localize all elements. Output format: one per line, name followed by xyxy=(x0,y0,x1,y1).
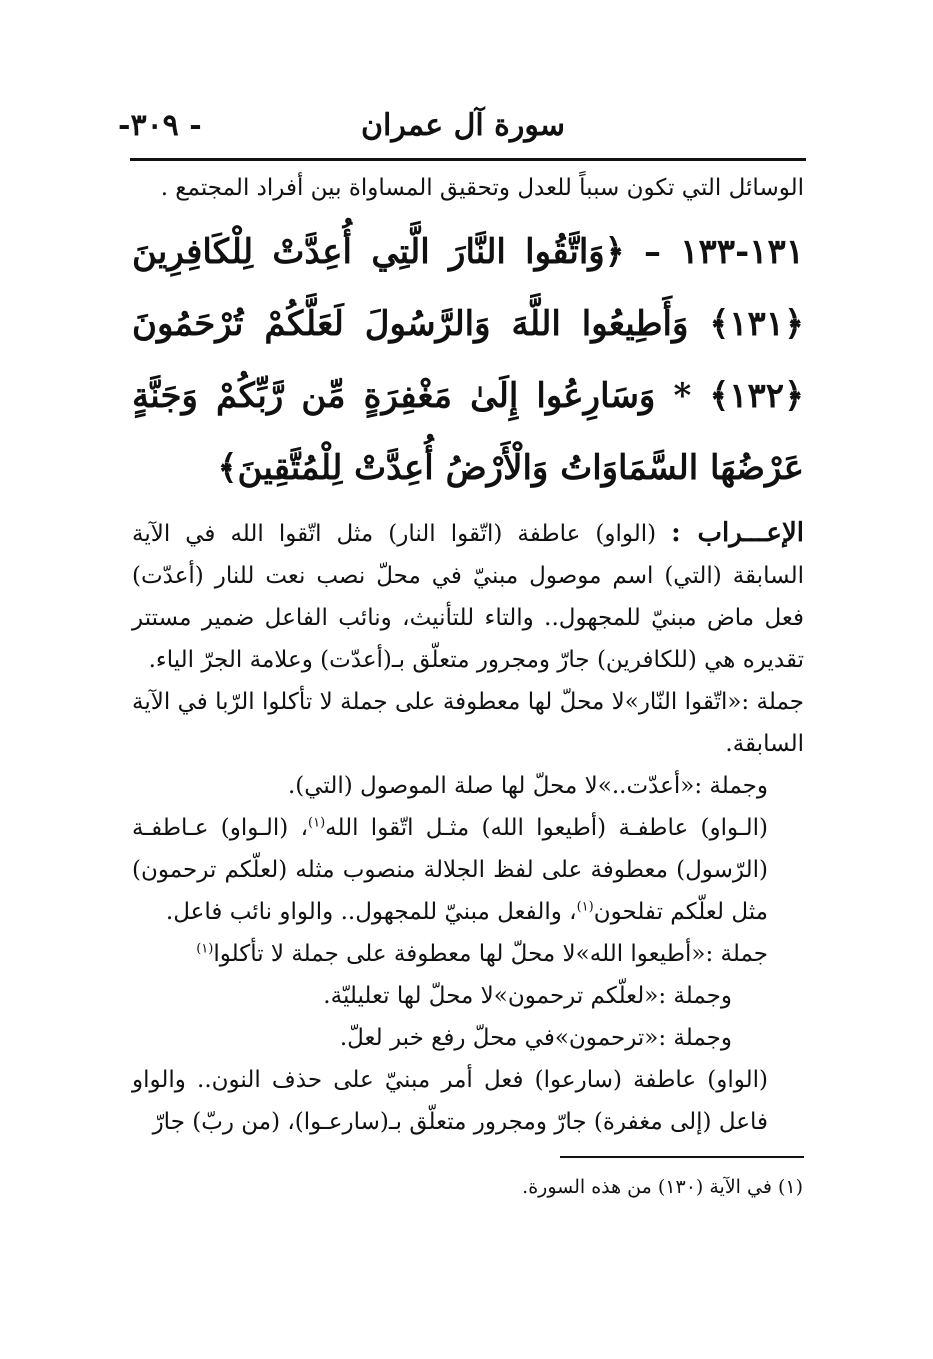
irab-paragraph xyxy=(132,512,804,681)
waw-paragraph xyxy=(132,807,804,933)
footnote-ref: (١) xyxy=(196,941,214,957)
waw-text-a: (الـواو) عاطفـة (أطيعوا الله) مثـل اتّقوا الله xyxy=(325,815,768,841)
footnote-ref: (١) xyxy=(576,899,594,915)
sentence-analysis-2: وجملة :«أعدّت..»لا محلّ لها صلة الموصول (التي). xyxy=(287,773,768,799)
quran-verse xyxy=(132,216,804,504)
sentence-analysis-1: جملة :«اتّقوا النّار»لا محلّ لها معطوفة على جملة لا تأكلوا الرّبا في الآية السابقة. xyxy=(132,689,804,757)
irab-text: (الواو) عاطفة (اتّقوا النار) مثل اتّقوا الله في الآية السابقة (التي) اسم موصول مبنيّ في محلّ نصب نعت للنار (أعدّت) فعل ماض مبنيّ للمجهول.. والتاء للتأنيث، ونائب الفاعل ضمير مستتر تقديره هي (للكافرين) جارّ ومجرور متعلّق بـ(أعدّت) وعلامة الجرّ الياء. xyxy=(132,521,804,673)
surah-title: سورة آل عمران xyxy=(360,108,566,143)
footnote-ref: (١) xyxy=(308,815,326,831)
page-header xyxy=(118,108,808,152)
main-text xyxy=(132,166,804,1143)
verse-text: ﴿وَاتَّقُوا النَّارَ الَّتِي أُعِدَّتْ لِلْكَافِرِينَ ﴿١٣١﴾ وَأَطِيعُوا اللَّهَ وَالرَّسُولَ لَعَلَّكُمْ تُرْحَمُونَ ﴿١٣٢﴾ * وَسَارِعُوا إِلَىٰ مَغْفِرَةٍ مِّن رَّبِّكُمْ وَجَنَّةٍ عَرْضُهَا السَّمَاوَاتُ وَالْأَرْضُ أُعِدَّتْ لِلْمُتَّقِينَ﴾ xyxy=(132,232,804,488)
waw-text-c: ، والفعل مبنيّ للمجهول.. والواو نائب فاعل. xyxy=(165,899,577,925)
header-divider xyxy=(130,158,806,161)
page-number: -٣٠٩ - xyxy=(118,108,202,143)
footnote-divider xyxy=(560,1156,804,1158)
waw-text-b: ، (الـواو) عـاطفـة (الرّسول) معطوفة على لفظ الجلالة منصوب مثله (لعلّكم ترحمون) مثل لعلّكم تفلحون xyxy=(132,815,768,925)
saree-paragraph: (الواو) عاطفة (سارعوا) فعل أمر مبنيّ على حذف النون.. والواو فاعل (إلى مغفرة) جارّ ومجرور متعلّق بـ(سارعـوا)، (من ربّ) جارّ xyxy=(132,1067,768,1135)
verse-numbers: ١٣١-١٣٣ – xyxy=(643,232,804,272)
sentence-3-text: جملة :«أطيعوا الله»لا محلّ لها معطوفة على جملة لا تأكلوا xyxy=(213,941,768,967)
sentence-analysis-5: وجملة :«ترحمون»في محلّ رفع خبر لعلّ. xyxy=(339,1025,732,1051)
footnote: (١) في الآية (١٣٠) من هذه السورة. xyxy=(522,1176,803,1198)
intro-paragraph: الوسائل التي تكون سبباً للعدل وتحقيق المساواة بين أفراد المجتمع . xyxy=(160,175,804,201)
irab-heading: الإعـــراب : xyxy=(671,518,804,548)
sentence-analysis-4: وجملة :«لعلّكم ترحمون»لا محلّ لها تعليليّة. xyxy=(323,983,732,1009)
sentence-analysis-3 xyxy=(132,933,804,975)
